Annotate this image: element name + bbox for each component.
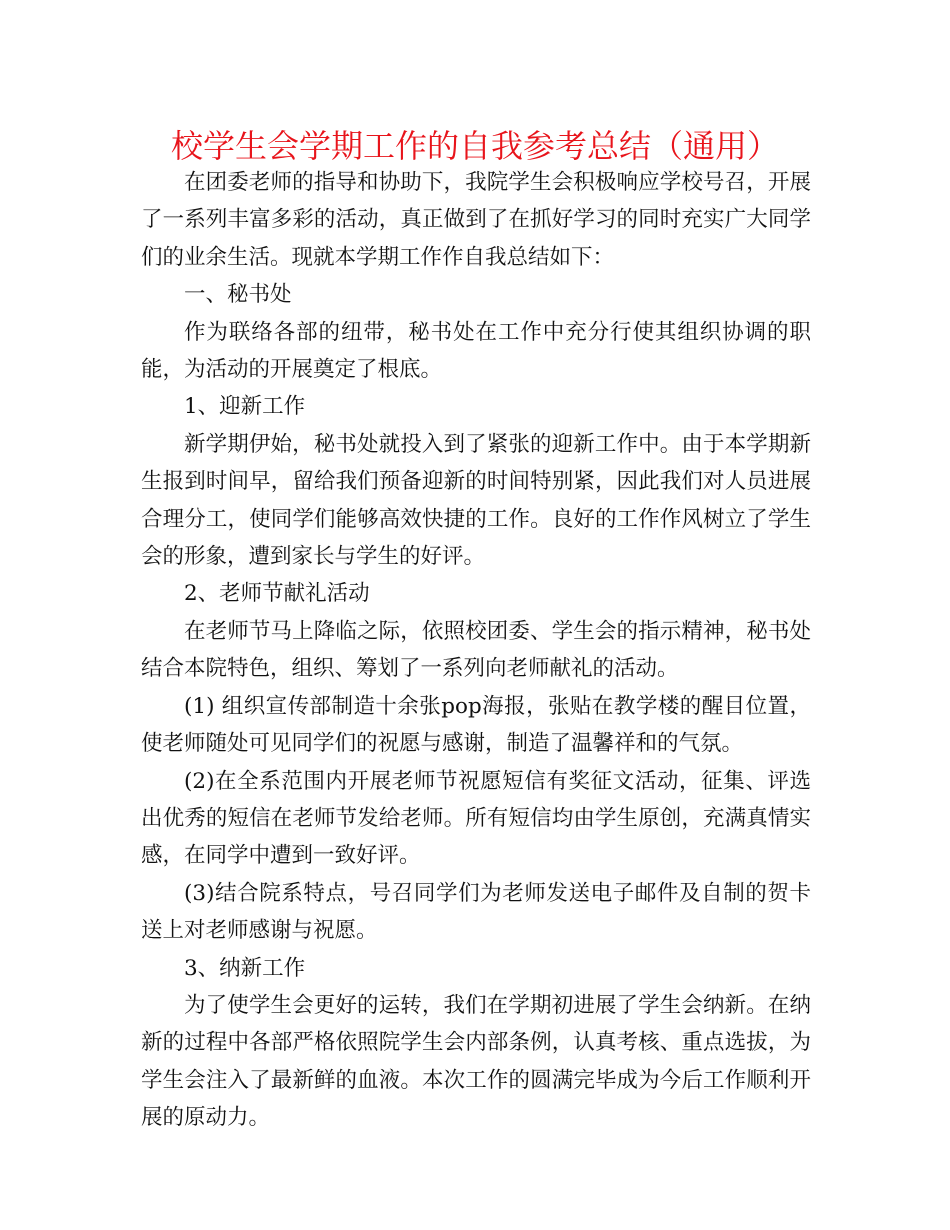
list-item-1: (1) 组织宣传部制造十余张pop海报，张贴在教学楼的醒目位置，使老师随处可见同学们的祝愿与感谢，制造了温馨祥和的气氛。 xyxy=(141,693,811,757)
document-title: 校学生会学期工作的自我参考总结（通用） xyxy=(170,127,779,165)
list-item-3: (3)结合院系特点，号召同学们为老师发送电子邮件及自制的贺卡送上对老师感谢与祝愿。 xyxy=(141,880,811,944)
heading-welcome-work: 1、迎新工作 xyxy=(184,394,306,420)
heading-secretariat: 一、秘书处 xyxy=(184,282,292,308)
paragraph-intro: 在团委老师的指导和协助下，我院学生会积极响应学校号召，开展了一系列丰富多彩的活动，真正做到了在抓好学习的同时充实广大同学们的业余生活。现就本学期工作作自我总结如下： xyxy=(141,170,811,270)
document-body xyxy=(141,164,811,1137)
heading-teachers-day: 2、老师节献礼活动 xyxy=(184,581,370,607)
paragraph-recruitment: 为了使学生会更好的运转，我们在学期初进展了学生会纳新。在纳新的过程中各部严格依照院学生会内部条例，认真考核、重点选拔，为学生会注入了最新鲜的血液。本次工作的圆满完毕成为今后工作顺利开展的原动力。 xyxy=(141,992,811,1131)
paragraph-secretariat: 作为联络各部的纽带，秘书处在工作中充分行使其组织协调的职能，为活动的开展奠定了根底。 xyxy=(141,319,811,383)
paragraph-welcome-work: 新学期伊始，秘书处就投入到了紧张的迎新工作中。由于本学期新生报到时间早，留给我们预备迎新的时间特别紧，因此我们对人员进展合理分工，使同学们能够高效快捷的工作。良好的工作作风树立了学生会的形象，遭到家长与学生的好评。 xyxy=(141,431,811,570)
paragraph-teachers-day: 在老师节马上降临之际，依照校团委、学生会的指示精神，秘书处结合本院特色，组织、筹划了一系列向老师献礼的活动。 xyxy=(141,618,811,682)
list-item-2: (2)在全系范围内开展老师节祝愿短信有奖征文活动，征集、评选出优秀的短信在老师节发给老师。所有短信均由学生原创，充满真情实感，在同学中遭到一致好评。 xyxy=(141,768,811,869)
heading-recruitment: 3、纳新工作 xyxy=(184,955,306,981)
